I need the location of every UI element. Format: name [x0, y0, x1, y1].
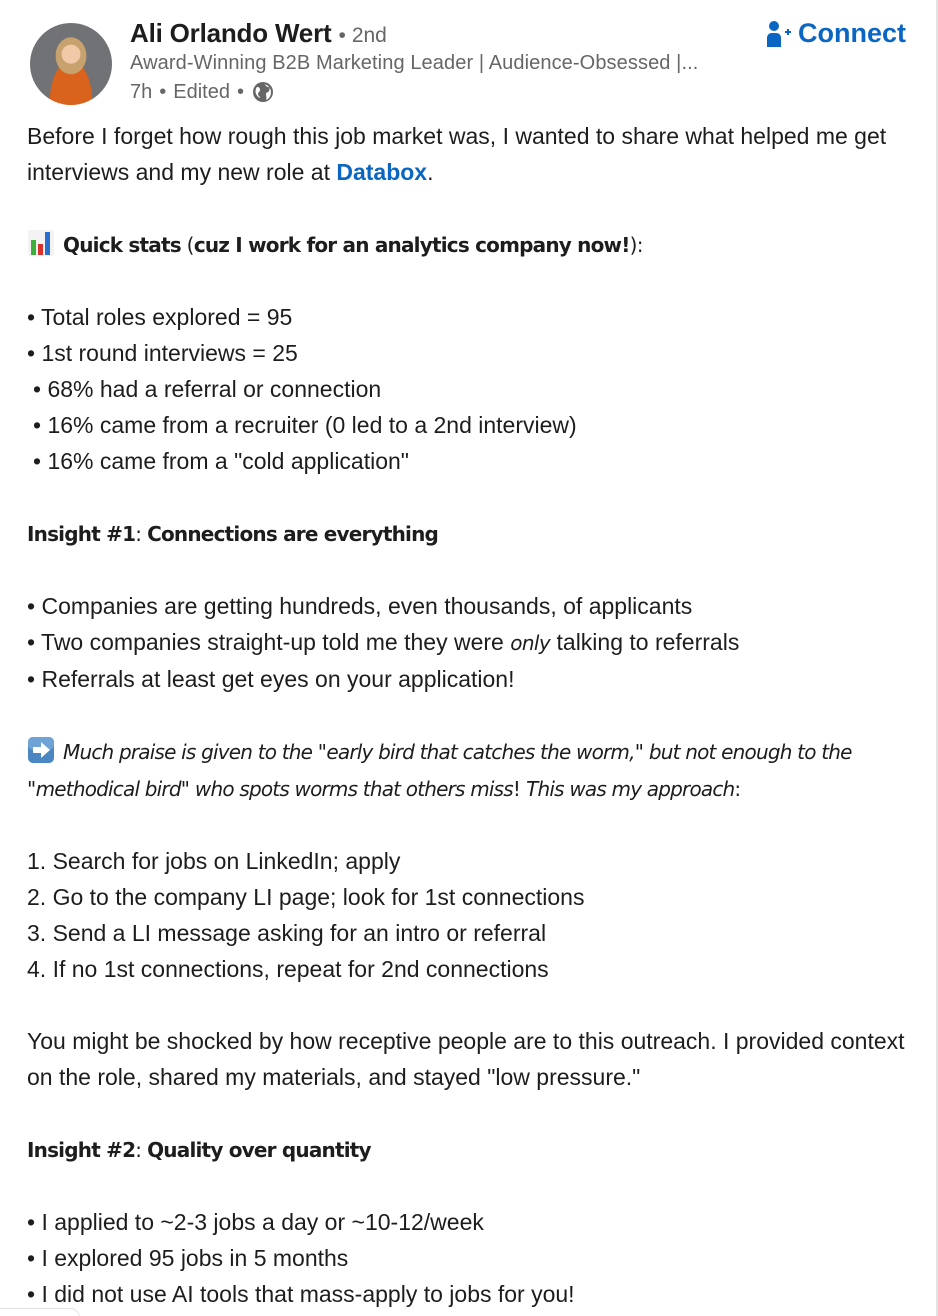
- approach-text: Much praise is given to the: [63, 740, 318, 764]
- insight-text: I did not use AI tools that mass-apply to jobs for you!: [41, 1281, 575, 1307]
- list-item: [27, 335, 917, 371]
- insight-text: Companies are getting hundreds, even thousands, of applicants: [41, 593, 693, 619]
- bullet-glyph: •: [33, 376, 42, 402]
- right-arrow-emoji: [27, 736, 55, 764]
- outreach-paragraph: You might be shocked by how receptive people are to this outreach. I provided context on the role, shared my materials, and stayed "low pressure.": [27, 1028, 905, 1090]
- quote: ": [317, 740, 327, 764]
- colon: :: [135, 522, 148, 546]
- list-item: [27, 1240, 917, 1276]
- bar-chart-emoji: [27, 229, 55, 257]
- emphasis-text: only: [510, 631, 551, 655]
- approach-text: who spots worms that others miss: [189, 777, 513, 801]
- list-item: [27, 624, 917, 661]
- post-header: [0, 0, 936, 112]
- degree-separator: •: [338, 24, 346, 47]
- post-meta: [130, 80, 275, 104]
- paren-close: ):: [629, 233, 643, 257]
- list-item: [27, 407, 917, 443]
- step-item: 1. Search for jobs on LinkedIn; apply: [27, 848, 401, 874]
- colon: :: [135, 1138, 148, 1162]
- bullet-glyph: •: [33, 448, 42, 474]
- bullet-glyph: •: [27, 1209, 36, 1235]
- insight-label: Insight #1: [27, 522, 136, 546]
- author-name[interactable]: Ali Orlando Wert: [130, 18, 332, 48]
- approach-text: methodical bird: [35, 777, 181, 801]
- stat-text: 68% had a referral or connection: [47, 376, 382, 402]
- list-item: [27, 299, 917, 335]
- insight-text: talking to referrals: [550, 629, 740, 655]
- approach-text: early bird that catches the worm,: [326, 740, 635, 764]
- stats-heading-subtitle: cuz I work for an analytics company now!: [193, 233, 630, 257]
- stat-text: Total roles explored = 95: [41, 304, 293, 330]
- connect-button[interactable]: [766, 18, 906, 49]
- insight1-heading: [27, 515, 917, 552]
- exclamation: !: [512, 777, 527, 801]
- step-item: 4. If no 1st connections, repeat for 2nd connections: [27, 956, 549, 982]
- connection-degree: 2nd: [351, 24, 387, 47]
- meta-separator: •: [159, 80, 167, 103]
- databox-link[interactable]: Databox: [336, 159, 428, 185]
- stat-text: 16% came from a "cold application": [47, 448, 409, 474]
- quote: ": [634, 740, 644, 764]
- insight-text: I applied to ~2-3 jobs a day or ~10-12/week: [41, 1209, 484, 1235]
- list-item: [27, 588, 917, 624]
- stats-heading: [27, 226, 917, 263]
- approach-paragraph: [27, 733, 917, 807]
- intro-paragraph: [27, 118, 917, 190]
- post-body: [27, 118, 917, 1312]
- person-add-icon: [766, 20, 792, 48]
- bullet-glyph: •: [27, 1245, 36, 1271]
- insight-text: Referrals at least get eyes on your application!: [41, 666, 515, 692]
- bullet-glyph: •: [27, 593, 36, 619]
- intro-end: .: [427, 159, 434, 185]
- bullet-glyph: •: [27, 1281, 36, 1307]
- stat-text: 16% came from a recruiter (0 led to a 2nd interview): [47, 412, 577, 438]
- insight-title: Connections are everything: [147, 522, 439, 546]
- edited-label: Edited: [173, 80, 230, 103]
- bullet-glyph: •: [27, 666, 36, 692]
- post-time: 7h: [130, 80, 153, 103]
- list-item: [27, 1276, 917, 1312]
- step-item: 2. Go to the company LI page; look for 1st connections: [27, 884, 585, 910]
- list-item: [27, 371, 917, 407]
- stat-text: 1st round interviews = 25: [41, 340, 298, 366]
- paren-open: (: [180, 233, 194, 257]
- stats-heading-title: Quick stats: [63, 233, 181, 257]
- insight-text: I explored 95 jobs in 5 months: [41, 1245, 349, 1271]
- quote: ": [27, 777, 36, 801]
- list-item: [27, 661, 917, 697]
- bullet-glyph: •: [27, 340, 36, 366]
- bullet-glyph: •: [27, 629, 36, 655]
- step-item: 3. Send a LI message asking for an intro or referral: [27, 920, 547, 946]
- intro-text: Before I forget how rough this job market was, I wanted to share what helped me get interviews and my new role at: [27, 123, 887, 185]
- insight2-heading: [27, 1131, 917, 1168]
- insight-text: Two companies straight-up told me they were: [41, 629, 511, 655]
- avatar[interactable]: [30, 23, 112, 105]
- meta-separator: •: [236, 80, 244, 103]
- bullet-glyph: •: [33, 412, 42, 438]
- bullet-glyph: •: [27, 304, 36, 330]
- author-headline: Award-Winning B2B Marketing Leader | Audience-Obsessed |...: [130, 52, 699, 74]
- globe-icon: [251, 80, 275, 104]
- list-item: [27, 1204, 917, 1240]
- author-name-row: [130, 18, 387, 49]
- approach-text: but not enough to the: [643, 740, 852, 764]
- insight-label: Insight #2: [27, 1138, 136, 1162]
- colon: :: [734, 777, 741, 801]
- connect-label: Connect: [798, 18, 906, 48]
- see-more-pill[interactable]: [0, 1308, 80, 1316]
- quote: ": [180, 777, 190, 801]
- insight-title: Quality over quantity: [147, 1138, 371, 1162]
- approach-text: This was my approach: [526, 777, 735, 801]
- list-item: [27, 443, 917, 479]
